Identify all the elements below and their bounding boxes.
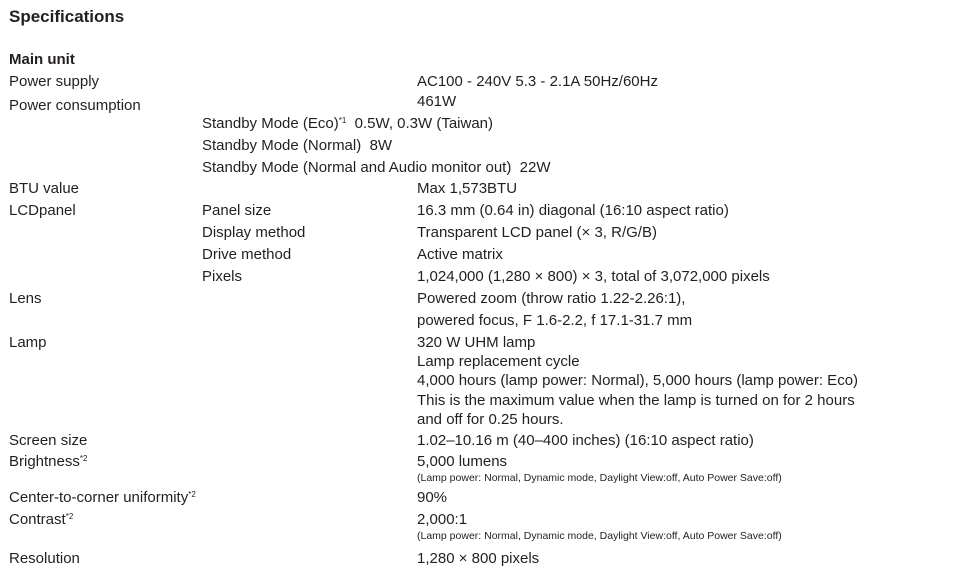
lamp-line: Lamp replacement cycle (417, 353, 580, 370)
lens-line: powered focus, F 1.6-2.2, f 17.1-31.7 mm (417, 312, 693, 329)
power-supply-value: AC100 - 240V 5.3 - 2.1A 50Hz/60Hz (417, 73, 658, 90)
brightness-condition: (Lamp power: Normal, Dynamic mode, Daylight View:off, Auto Power Save:off) (417, 472, 782, 484)
lens-label: Lens (9, 290, 42, 307)
lamp-label: Lamp (9, 334, 47, 351)
standby-eco (202, 115, 493, 133)
lcd-row-name: Pixels (202, 268, 243, 285)
screen-size-value: 1.02–10.16 m (40–400 inches) (16:10 aspect ratio) (417, 432, 754, 449)
lamp-line: This is the maximum value when the lamp is turned on for 2 hours (417, 392, 855, 409)
standby-normal: Standby Mode (Normal) 8W (202, 137, 393, 154)
lcd-row-name: Panel size (202, 202, 272, 219)
page-title: Specifications (9, 7, 125, 26)
lcd-row-value: 16.3 mm (0.64 in) diagonal (16:10 aspect ratio) (417, 202, 729, 219)
section-heading: Main unit (9, 51, 75, 68)
lamp-line: 4,000 hours (lamp power: Normal), 5,000 hours (lamp power: Eco) (417, 372, 859, 389)
footnote-mark: *2 (188, 490, 196, 499)
contrast-condition: (Lamp power: Normal, Dynamic mode, Daylight View:off, Auto Power Save:off) (417, 530, 782, 542)
brightness-value: 5,000 lumens (417, 453, 508, 470)
brightness-label-wrap (9, 453, 87, 471)
lamp-line: 320 W UHM lamp (417, 334, 536, 351)
screen-size-label: Screen size (9, 432, 88, 449)
resolution-label: Resolution (9, 550, 80, 567)
power-consumption-value: 461W (417, 93, 457, 110)
contrast-label: Contrast (9, 511, 66, 528)
footnote-mark: *2 (65, 512, 74, 521)
btu-label: BTU value (9, 180, 80, 197)
lcd-row-name: Drive method (202, 246, 292, 263)
footnote-mark: *1 (338, 116, 347, 125)
uniformity-label-wrap (9, 489, 196, 507)
uniformity-value: 90% (417, 489, 448, 506)
lcd-label: LCDpanel (9, 202, 76, 219)
resolution-value: 1,280 × 800 pixels (417, 550, 540, 567)
lcd-row-value: Transparent LCD panel (× 3, R/G/B) (417, 224, 657, 241)
power-supply-label: Power supply (9, 73, 100, 90)
btu-value: Max 1,573BTU (417, 180, 518, 197)
footnote-mark: *2 (79, 454, 88, 463)
lcd-row-value: Active matrix (417, 246, 503, 263)
brightness-label: Brightness (9, 453, 80, 470)
standby-audio: Standby Mode (Normal and Audio monitor out) 22W (202, 159, 551, 176)
uniformity-label: Center-to-corner uniformity (9, 489, 189, 506)
lamp-line: and off for 0.25 hours. (417, 411, 564, 428)
lens-line: Powered zoom (throw ratio 1.22-2.26:1), (417, 290, 686, 307)
power-consumption-label: Power consumption (9, 97, 141, 114)
standby-eco-value: 0.5W, 0.3W (Taiwan) (346, 115, 494, 132)
contrast-label-wrap (9, 511, 73, 529)
standby-eco-label: Standby Mode (Eco) (202, 115, 339, 132)
lcd-row-name: Display method (202, 224, 306, 241)
contrast-value: 2,000:1 (417, 511, 468, 528)
lcd-row-value: 1,024,000 (1,280 × 800) × 3, total of 3,072,000 pixels (417, 268, 770, 285)
